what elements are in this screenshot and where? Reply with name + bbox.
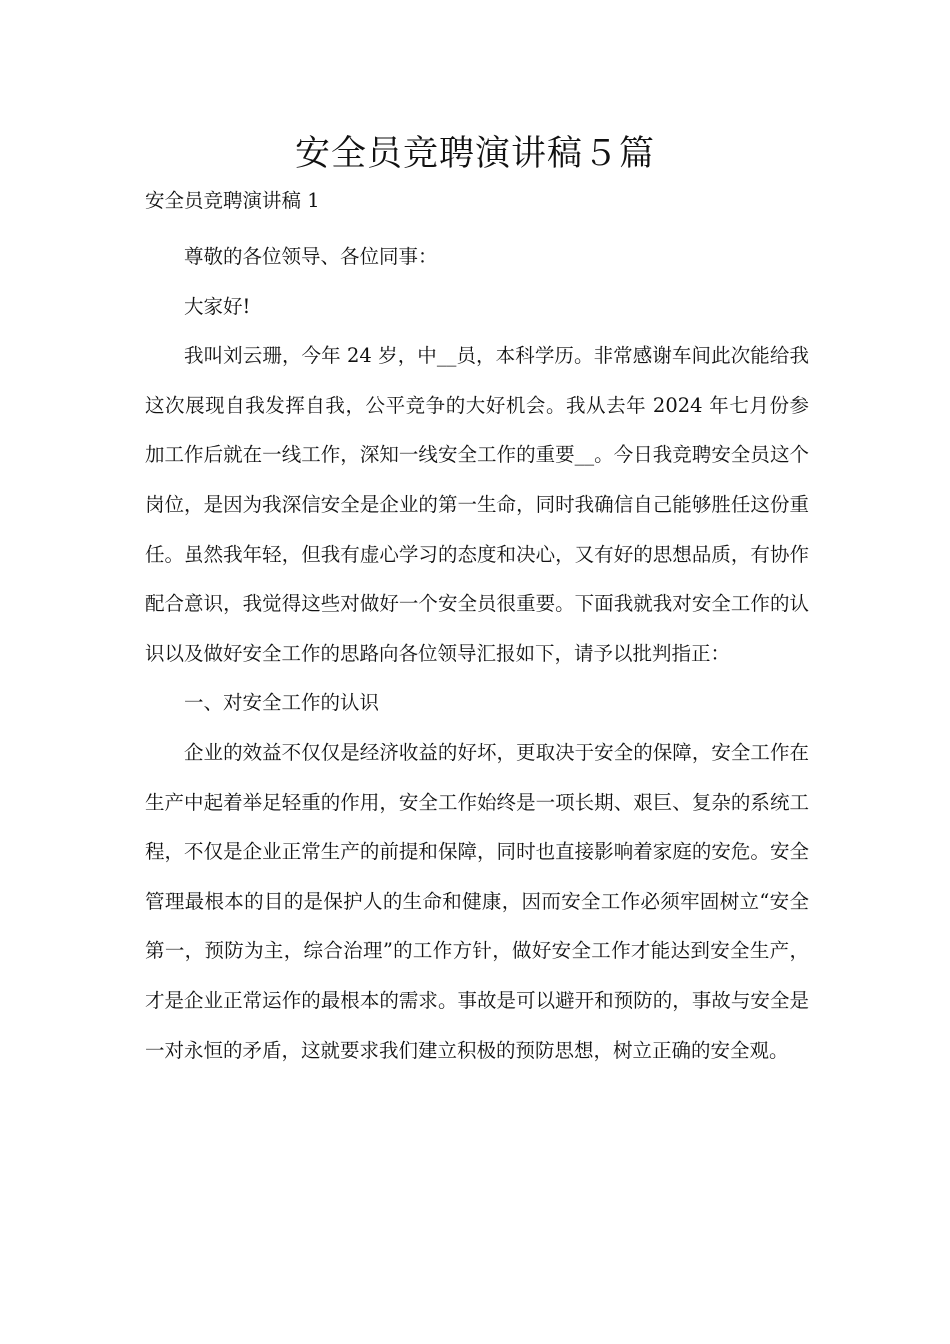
- section-heading: 安全员竞聘演讲稿 1: [145, 189, 320, 212]
- section-title: 一、对安全工作的认识: [184, 691, 380, 715]
- salutation: 尊敬的各位领导、各位同事：: [184, 245, 438, 268]
- document-body: [145, 232, 809, 1075]
- document-title: 安全员竞聘演讲稿５篇: [294, 134, 655, 174]
- intro-paragraph: 我叫刘云珊，今年 24 岁，中__员，本科学历。非常感谢车间此次能给我这次展现自我发挥自我，公平竞争的大好机会。我从去年 2024 年七月份参加工作后就在一线工作，深知一线安全工作的重要__。今日我竞聘安全员这个岗位，是因为我深信安全是企业的第一生命，同时我确信自己能够胜任这份重任。虽然我年轻，但我有虚心学习的态度和决心，又有好的思想品质，有协作配合意识，我觉得这些对做好一个安全员很重要。下面我就我对安全工作的认识以及做好安全工作的思路向各位领导汇报如下，请予以批判指正：: [145, 344, 809, 665]
- body-paragraph: 企业的效益不仅仅是经济收益的好坏，更取决于安全的保障，安全工作在生产中起着举足轻重的作用，安全工作始终是一项长期、艰巨、复杂的系统工程，不仅是企业正常生产的前提和保障，同时也直接影响着家庭的安危。安全管理最根本的目的是保护人的生命和健康，因而安全工作必须牢固树立“安全第一，预防为主，综合治理”的工作方针，做好安全工作才能达到安全生产，才是企业正常运作的最根本的需求。事故是可以避开和预防的，事故与安全是一对永恒的矛盾，这就要求我们建立积极的预防思想，树立正确的安全观。: [145, 740, 809, 1062]
- greeting: 大家好!: [184, 294, 251, 318]
